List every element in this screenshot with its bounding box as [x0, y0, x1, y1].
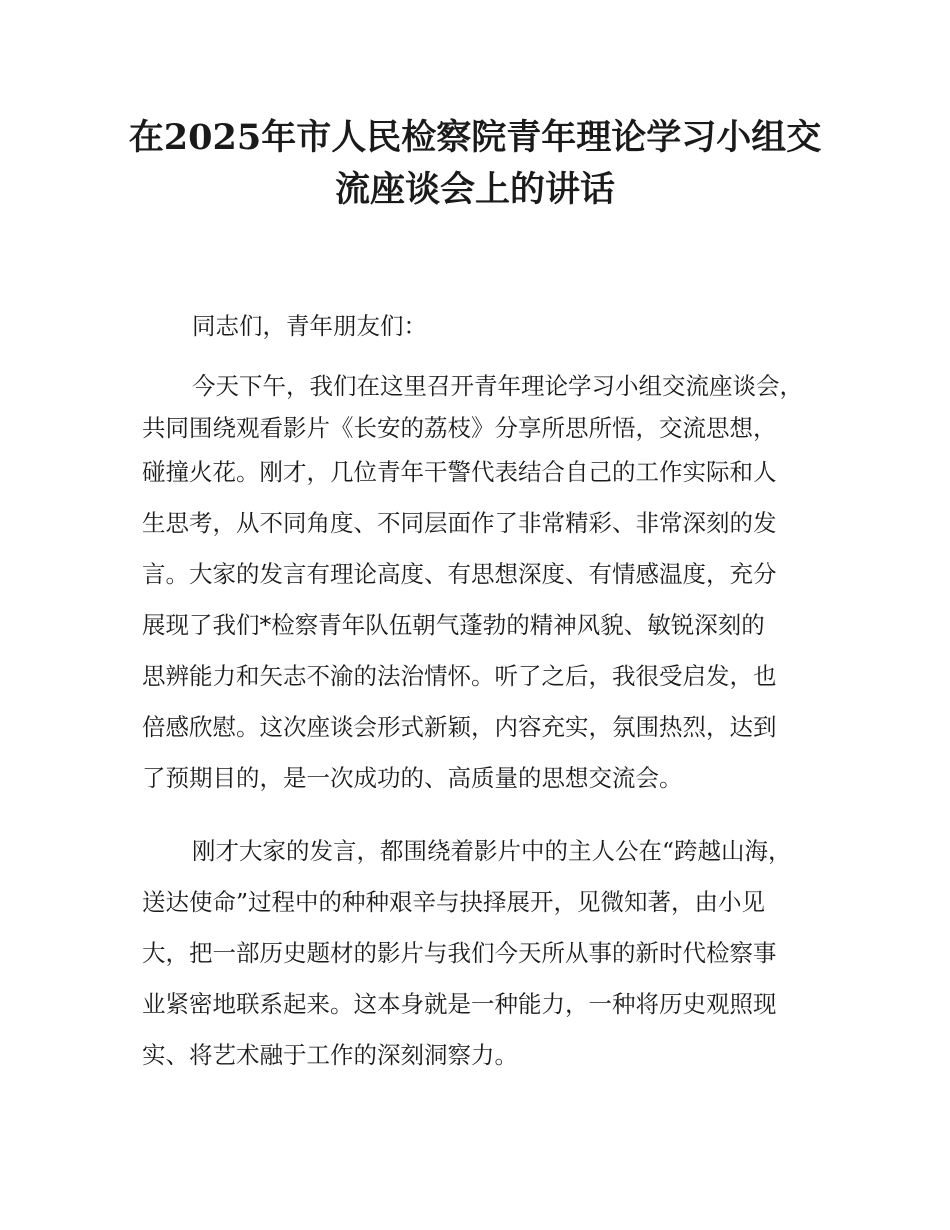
- paragraph-line: 思辨能力和矢志不渝的法治情怀。听了之后，我很受启发，也: [142, 662, 777, 690]
- paragraph-line: 共同围绕观看影片《长安的荔枝》分享所思所悟，交流思想，: [142, 414, 777, 442]
- salutation-text: 同志们，青年朋友们：: [192, 312, 427, 340]
- paragraph-line: 刚才大家的发言，都围绕着影片中的主人公在“跨越山海，: [192, 837, 792, 865]
- salutation: [142, 306, 822, 346]
- paragraph-line: 展现了我们*检察青年队伍朝气蓬勃的精神风貌、敏锐深刻的: [142, 611, 765, 639]
- paragraph-line: 业紧密地联系起来。这本身就是一种能力，一种将历史观照现: [142, 990, 777, 1018]
- document-title-line-1: 在2025年市人民检察院青年理论学习小组交: [128, 117, 822, 158]
- paragraph-line: 大，把一部历史题材的影片与我们今天所从事的新时代检察事: [142, 939, 777, 967]
- paragraph-line: 生思考，从不同角度、不同层面作了非常精彩、非常深刻的发: [142, 509, 777, 537]
- paragraph-line: 实、将艺术融于工作的深刻洞察力。: [142, 1041, 518, 1069]
- paragraph-line: 送达使命”过程中的种种艰辛与抉择展开，见微知著，由小见: [142, 888, 766, 916]
- paragraph-line: 倍感欣慰。这次座谈会形式新颖，内容充实，氛围热烈，达到: [142, 713, 777, 741]
- paragraph-1: [142, 366, 822, 798]
- paragraph-line: 了预期目的，是一次成功的、高质量的思想交流会。: [142, 764, 683, 792]
- paragraph-2: [142, 831, 822, 1075]
- paragraph-line: 言。大家的发言有理论高度、有思想深度、有情感温度，充分: [142, 560, 777, 588]
- paragraph-line: 碰撞火花。刚才，几位青年干警代表结合自己的工作实际和人: [142, 458, 777, 486]
- paragraph-line: 今天下午，我们在这里召开青年理论学习小组交流座谈会，: [192, 372, 803, 400]
- document-title-line-2: 流座谈会上的讲话: [334, 169, 615, 210]
